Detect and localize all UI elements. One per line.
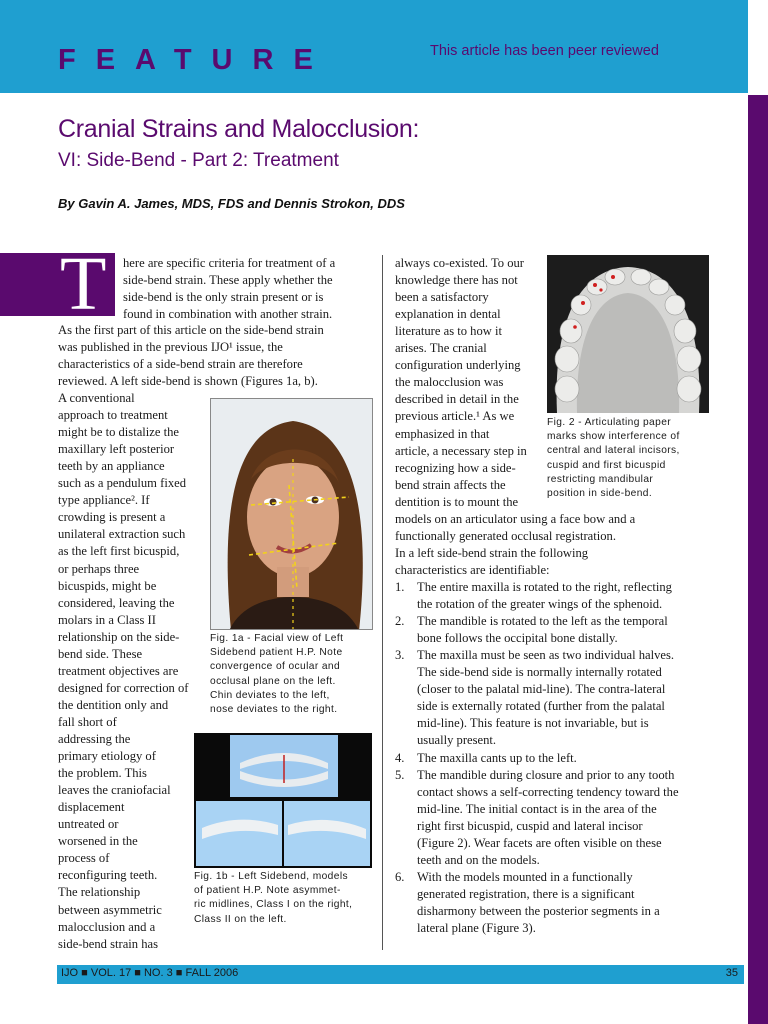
caption-line: restricting mandibular xyxy=(547,473,654,485)
caption-line: of patient H.P. Note asymmet- xyxy=(194,885,341,897)
column-divider xyxy=(382,255,383,950)
body-text-line: bend strain affects the xyxy=(395,477,506,492)
list-number: 2. xyxy=(395,614,405,629)
caption-line: occlusal plane on the left. xyxy=(210,675,336,687)
body-text-line: primary etiology of xyxy=(58,749,156,764)
body-text-line: The relationship xyxy=(58,885,141,900)
body-text-line: been a satisfactory xyxy=(395,290,489,305)
body-text-line: the problem. This xyxy=(58,766,147,781)
list-item-line: The maxilla must be seen as two individual halves. xyxy=(417,648,675,663)
list-item-line: teeth and on the models. xyxy=(417,852,540,867)
body-text-line: worsened in the xyxy=(58,834,138,849)
list-item-line: (closer to the palatal mid-line). The contra-lateral xyxy=(417,682,666,697)
list-item-line: The mandible is rotated to the left as the temporal xyxy=(417,614,668,629)
body-text-line: process of xyxy=(58,851,110,866)
body-text-line: bend side. These xyxy=(58,646,143,661)
section-label: FEATURE xyxy=(58,44,333,76)
caption-line: Fig. 2 - Articulating paper xyxy=(547,417,672,428)
list-item-line: lateral plane (Figure 3). xyxy=(417,921,536,935)
body-text-line: bicuspids, might be xyxy=(58,578,157,593)
body-text-line: recognizing how a side- xyxy=(395,460,516,475)
list-item-line: (Figure 2). Wear facets are often visible on these xyxy=(417,835,662,850)
body-text-line: leaves the craniofacial xyxy=(58,783,171,798)
figure-2-photo xyxy=(547,255,709,413)
body-text-line: characteristics of a side-bend strain are therefore xyxy=(58,356,303,371)
figure-1b-photo xyxy=(194,733,372,868)
list-number: 4. xyxy=(395,750,405,765)
body-text-line: always co-existed. To our xyxy=(395,256,524,270)
body-text-line: explanation in dental xyxy=(395,307,501,322)
body-text-line: fall short of xyxy=(58,714,117,729)
list-item-line: side is externally rotated (further from the palatal xyxy=(417,699,665,714)
body-text-line: designed for correction of xyxy=(58,680,189,695)
body-text-line: relationship on the side- xyxy=(58,629,180,644)
body-text-line: side-bend is the only strain present or is xyxy=(123,289,324,304)
face-illustration xyxy=(211,399,373,630)
body-text-line: reconfiguring teeth. xyxy=(58,868,158,883)
body-text-line: side-bend strain. These apply whether the xyxy=(123,272,333,287)
body-text-line: treatment objectives are xyxy=(58,663,179,678)
body-text-line: models on an articulator using a face bow and a xyxy=(395,512,636,526)
caption-line: Fig. 1a - Facial view of Left xyxy=(210,633,344,644)
caption-line: Fig. 1b - Left Sidebend, models xyxy=(194,871,348,882)
body-text-line: configuration underlying xyxy=(395,358,521,373)
caption-line: Chin deviates to the left, xyxy=(210,689,330,701)
drop-cap: T xyxy=(60,242,107,326)
body-text-line: displacement xyxy=(58,800,125,815)
journal-issue: IJO ■ VOL. 17 ■ NO. 3 ■ FALL 2006 xyxy=(61,967,239,979)
list-item-line: usually present. xyxy=(417,733,497,748)
peer-review-note: This article has been peer reviewed xyxy=(430,43,659,59)
article-byline: By Gavin A. James, MDS, FDS and Dennis Strokon, DDS xyxy=(58,196,405,211)
caption-line: cuspid and first bicuspid xyxy=(547,459,666,471)
body-text-line: was published in the previous IJO¹ issue, the xyxy=(58,339,283,354)
caption-line: marks show interference of xyxy=(547,431,680,443)
body-text-line: In a left side-bend strain the following xyxy=(395,546,589,561)
body-text-line: As the first part of this article on the side-bend strain xyxy=(58,323,324,337)
footer-band xyxy=(57,965,744,984)
caption-line: position in side-bend. xyxy=(547,488,653,499)
figure-1a-photo xyxy=(210,398,373,630)
body-text-line: characteristics are identifiable: xyxy=(395,563,550,578)
body-text-line: or perhaps three xyxy=(58,561,140,576)
list-item-line: disharmony between the posterior segments in a xyxy=(417,903,660,918)
body-text-line: functionally generated occlusal registration. xyxy=(395,529,617,544)
body-text-line: teeth by an appliance xyxy=(58,459,165,474)
list-item-line: With the models mounted in a functionally xyxy=(417,869,633,884)
list-item-line: The maxilla cants up to the left. xyxy=(417,750,577,765)
body-text-line: literature as to how it xyxy=(395,324,503,339)
caption-line: ric midlines, Class I on the right, xyxy=(194,899,353,911)
palate-illustration xyxy=(547,255,709,413)
list-number: 1. xyxy=(395,580,405,594)
body-text-line: malocclusion and a xyxy=(58,919,156,934)
list-item-line: bone follows the occipital bone distally. xyxy=(417,631,618,646)
body-text-line: considered, leaving the xyxy=(58,595,175,610)
list-item-line: mid-line). This feature is not invariable, but is xyxy=(417,716,649,731)
caption-line: nose deviates to the right. xyxy=(210,704,338,715)
list-item-line: contact shows a self-correcting tendency toward the xyxy=(417,784,679,799)
body-text-line: maxillary left posterior xyxy=(58,442,175,457)
body-text-line: crowding is present a xyxy=(58,510,166,525)
body-text-line: arises. The cranial xyxy=(395,341,487,356)
body-text-line: knowledge there has not xyxy=(395,273,518,288)
dental-models-illustration xyxy=(194,733,372,868)
body-text-line: side-bend strain has xyxy=(58,936,159,951)
list-item-line: The mandible during closure and prior to any tooth xyxy=(417,767,675,782)
list-item-line: right first bicuspid, cuspid and lateral incisor xyxy=(417,818,643,833)
body-text-line: emphasized in that xyxy=(395,426,490,441)
list-number: 5. xyxy=(395,767,405,782)
body-text-line: untreated or xyxy=(58,817,119,832)
body-text-line: previous article.¹ As we xyxy=(395,409,515,424)
caption-line: convergence of ocular and xyxy=(210,661,341,673)
caption-line: Sidebend patient H.P. Note xyxy=(210,647,343,659)
body-text-line: molars in a Class II xyxy=(58,612,156,627)
body-text-line: here are specific criteria for treatment of a xyxy=(123,256,336,270)
body-text-line: between asymmetric xyxy=(58,902,162,917)
body-text-line: unilateral extraction such xyxy=(58,527,186,542)
body-text-line: such as a pendulum fixed xyxy=(58,476,187,491)
article-subtitle: VI: Side-Bend - Part 2: Treatment xyxy=(58,150,339,171)
page-number: 35 xyxy=(725,967,738,979)
body-text-line: described in detail in the xyxy=(395,392,519,407)
body-text-line: the malocclusion was xyxy=(395,375,504,390)
body-text-line: approach to treatment xyxy=(58,408,168,423)
body-text-line: the dentition only and xyxy=(58,697,169,712)
list-item-line: The side-bend side is normally internally rotated xyxy=(417,665,662,680)
body-text-line: A conventional xyxy=(58,391,135,405)
body-text-line: as the left first bicuspid, xyxy=(58,544,180,559)
article-title: Cranial Strains and Malocclusion: xyxy=(58,115,420,143)
body-text-line: dentition is to mount the xyxy=(395,494,519,509)
list-number: 6. xyxy=(395,869,405,884)
body-text-line: reviewed. A left side-bend is shown (Figures 1a, b). xyxy=(58,373,318,388)
body-text-line: type appliance². If xyxy=(58,493,150,508)
body-text-line: found in combination with another strain. xyxy=(123,306,333,321)
body-text-line: article, a necessary step in xyxy=(395,443,527,458)
right-margin-bar xyxy=(748,95,768,1024)
list-item-line: mid-line. The initial contact is in the area of the xyxy=(417,801,657,816)
list-item-line: the rotation of the greater wings of the sphenoid. xyxy=(417,597,663,612)
body-text-line: addressing the xyxy=(58,732,131,746)
caption-line: central and lateral incisors, xyxy=(547,445,680,457)
list-number: 3. xyxy=(395,648,405,663)
body-text-line: might be to distalize the xyxy=(58,425,180,440)
list-item-line: generated registration, there is a significant xyxy=(417,886,635,901)
caption-line: Class II on the left. xyxy=(194,913,287,925)
list-item-line: The entire maxilla is rotated to the right, reflecting xyxy=(417,580,672,594)
